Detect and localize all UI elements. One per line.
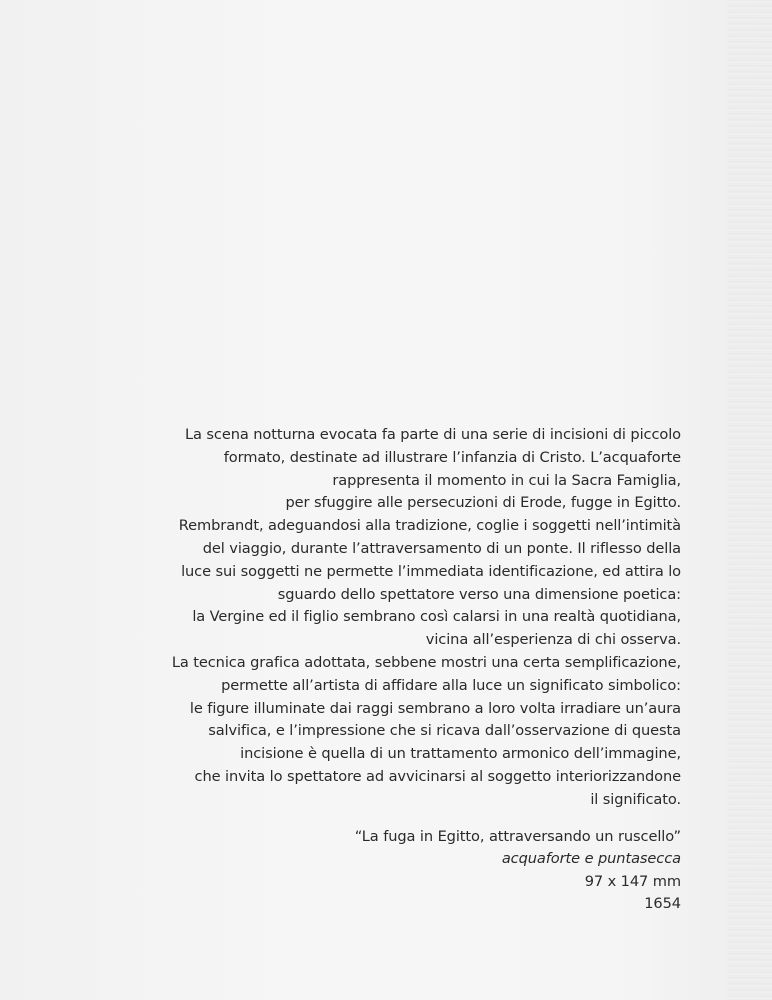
paragraph-line: del viaggio, durante l’attraversamento di un ponte. Il riflesso della [202, 539, 681, 557]
paragraph-line: le figure illuminate dai raggi sembrano a loro volta irradiare un’aura [189, 699, 681, 717]
artwork-dimensions: 97 x 147 mm [584, 872, 681, 890]
paragraph-line: luce sui soggetti ne permette l’immediata identificazione, ed attira lo [181, 562, 681, 580]
paragraph-line: che invita lo spettatore ad avvicinarsi al soggetto interiorizzandone [194, 767, 681, 785]
paragraph-line: sguardo dello spettatore verso una dimensione poetica: [277, 585, 681, 603]
paragraph-line: rappresenta il momento in cui la Sacra Famiglia, [332, 471, 681, 489]
paragraph-line: salvifica, e l’impressione che si ricava dall’osservazione di questa [208, 722, 681, 740]
paragraph-line: la Vergine ed il figlio sembrano così calarsi in una realtà quotidiana, [192, 608, 681, 626]
artwork-caption [261, 826, 681, 916]
paragraph-line: permette all’artista di affidare alla luce un significato simbolico: [221, 676, 681, 694]
artwork-technique: acquaforte e puntasecca [501, 850, 681, 868]
paragraph-line: vicina all’esperienza di chi osserva. [425, 631, 681, 649]
paragraph-line: La tecnica grafica adottata, sebbene mostri una certa semplificazione, [171, 653, 681, 671]
artwork-year: 1654 [644, 895, 681, 913]
paragraph-line: il significato. [590, 790, 681, 808]
paragraph-line: Rembrandt, adeguandosi alla tradizione, coglie i soggetti nell’intimità [178, 517, 681, 535]
paragraph-line: incisione è quella di un trattamento armonico dell’immagine, [240, 745, 681, 763]
paragraph-line: per sfuggire alle persecuzioni di Erode, fugge in Egitto. [285, 494, 681, 512]
description-paragraph [121, 424, 681, 812]
paragraph-line: formato, destinate ad illustrare l’infanzia di Cristo. L’acquaforte [223, 448, 681, 466]
paragraph-line: La scena notturna evocata fa parte di una serie di incisioni di piccolo [185, 426, 681, 443]
artwork-title: “La fuga in Egitto, attraversando un ruscello” [354, 828, 681, 845]
page-edge-shadow [728, 0, 772, 1000]
